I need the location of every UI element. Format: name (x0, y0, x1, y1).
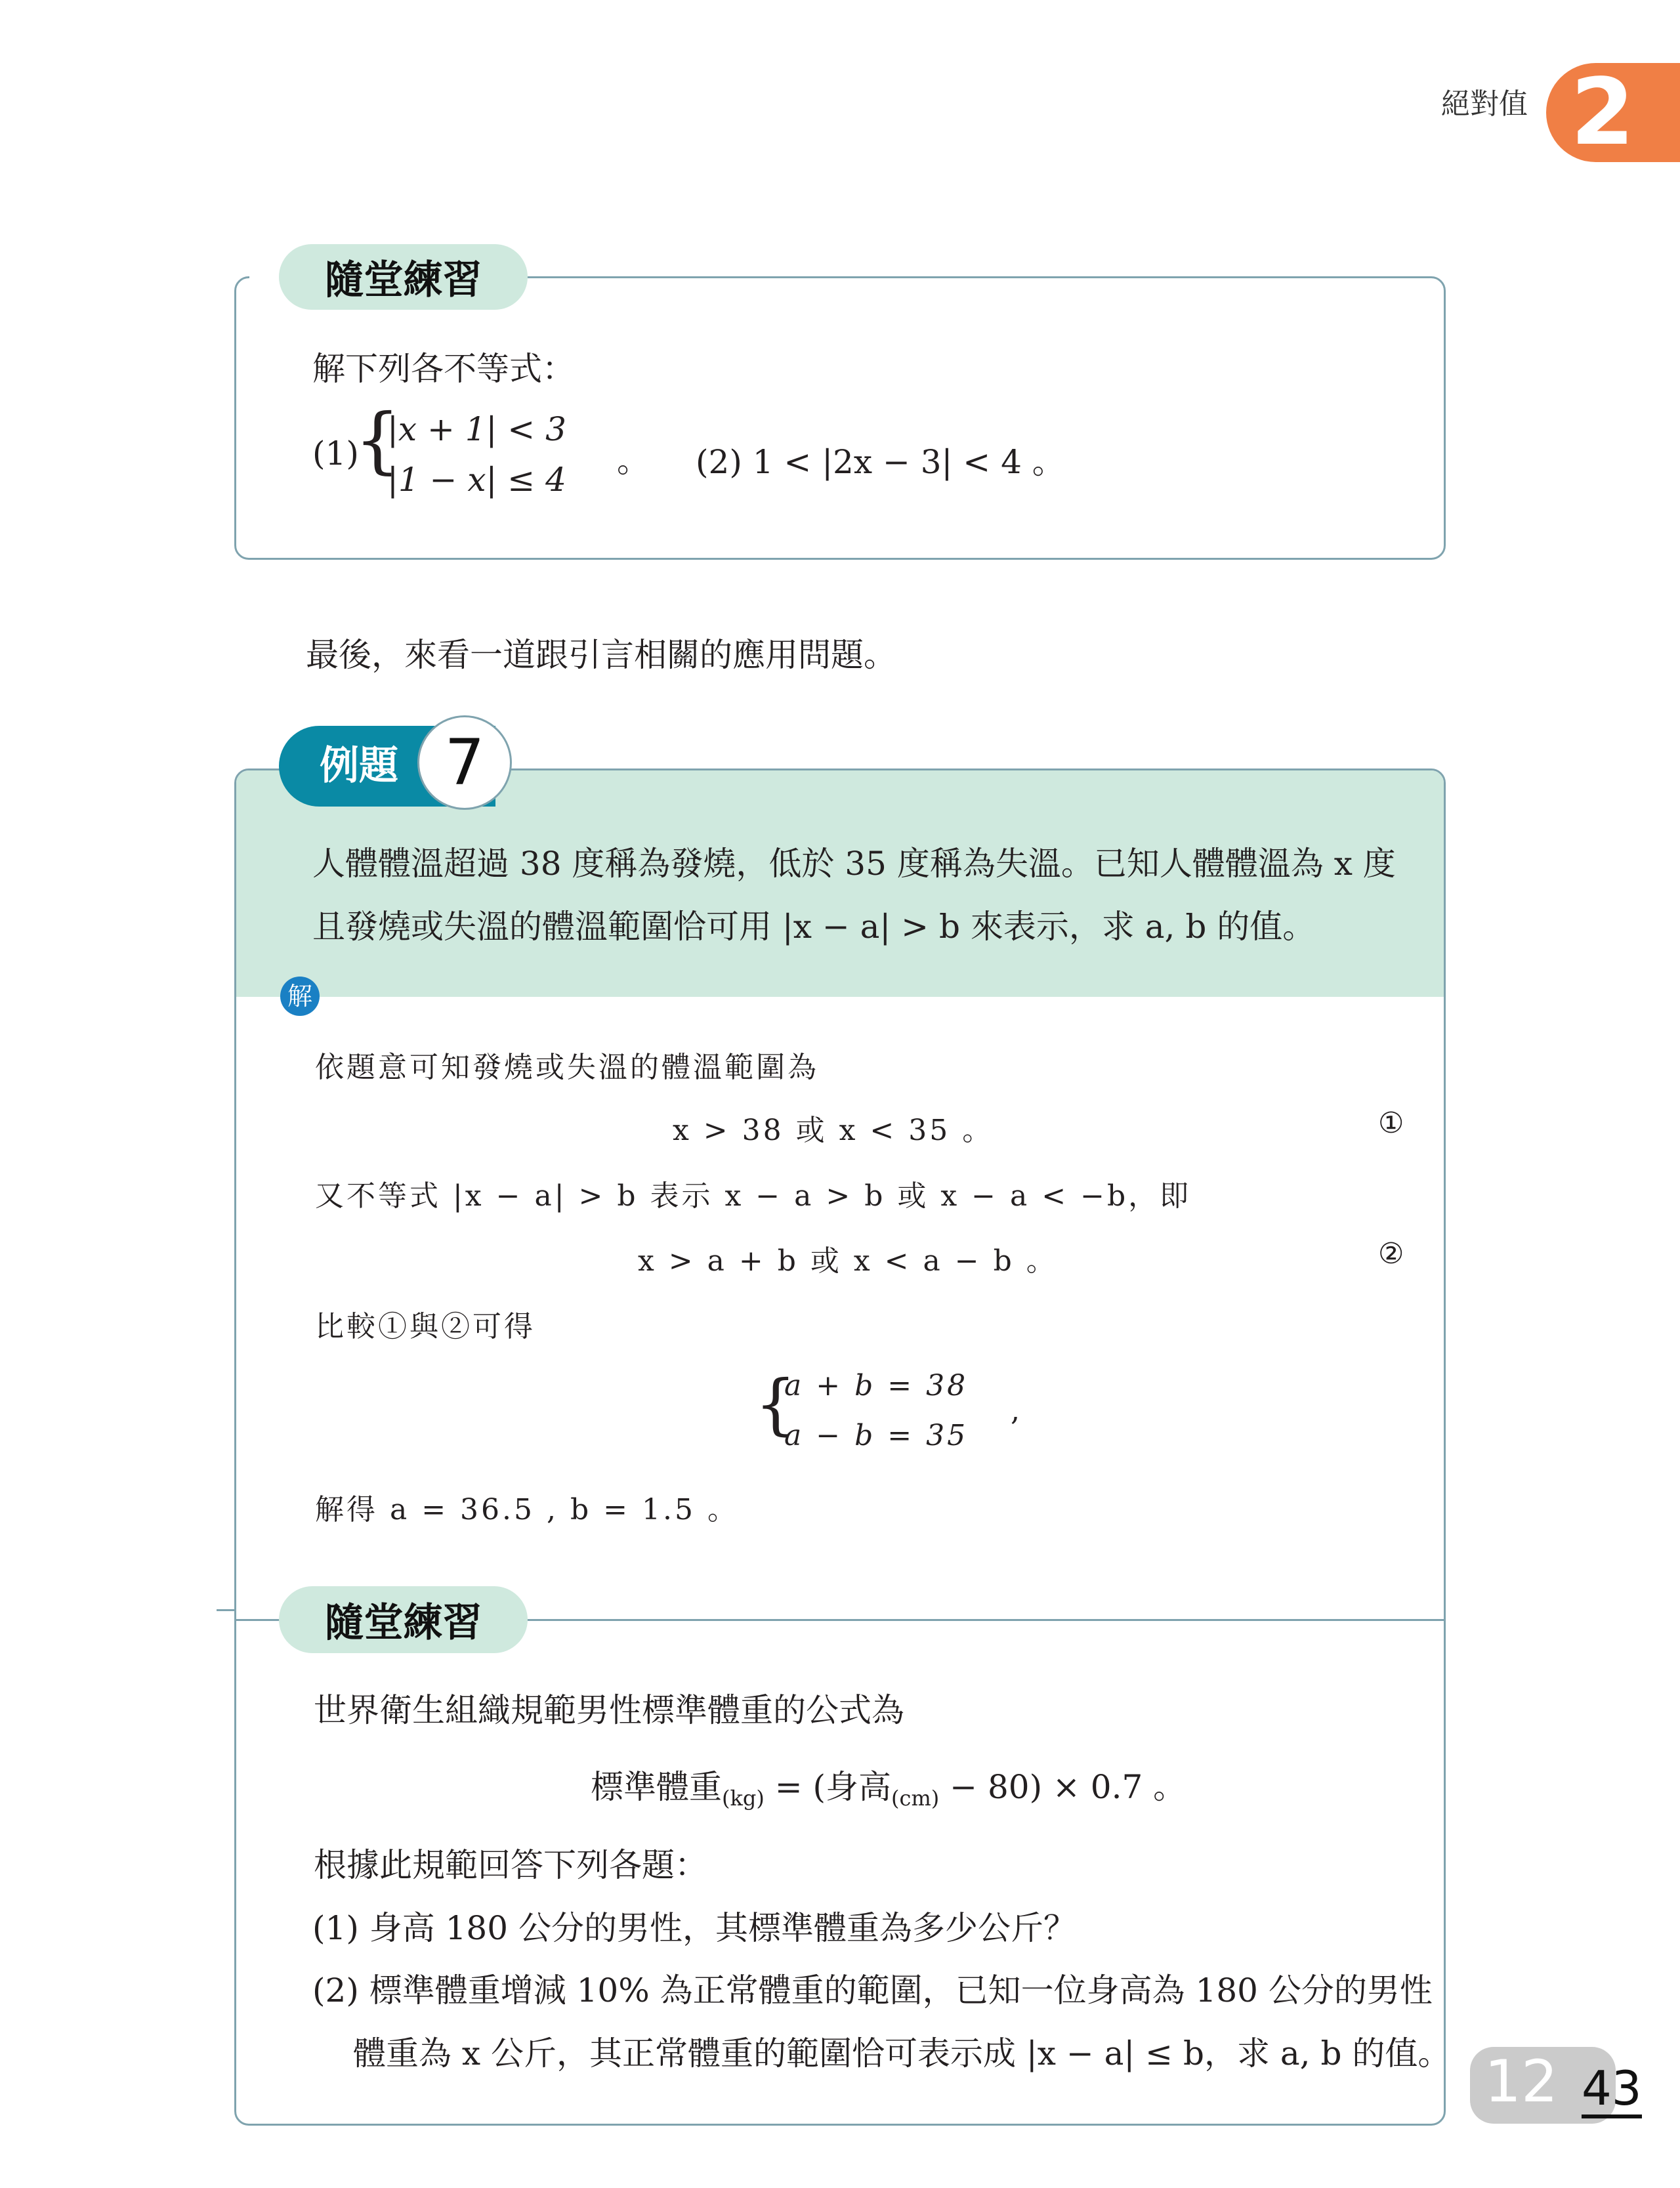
solution-line4: 解得 a = 36.5 , b = 1.5 。 (315, 1493, 739, 1526)
brace-icon: { (755, 1366, 797, 1442)
solution-eq1: x > 38 或 x < 35 。 (673, 1114, 994, 1147)
practice2-q1: (1) 身高 180 公分的男性，其標準體重為多少公斤？ (312, 1909, 1076, 1947)
practice2-line1: 世界衛生組織規範男性標準體重的公式為 (314, 1691, 904, 1729)
example-label: 例題 (279, 726, 495, 807)
solution-line1: 依題意可知發燒或失溫的體溫範圍為 (315, 1051, 819, 1084)
example-number: 7 (417, 715, 512, 810)
solution-line3: 比較①與②可得 (315, 1310, 536, 1343)
formula-sub-kg: (kg) (722, 1786, 765, 1811)
practice2-formula (591, 1761, 1186, 1811)
page-prev-number: 12 (1484, 2048, 1558, 2115)
solution-sys1: a + b = 38 (784, 1369, 969, 1402)
solution-sys-end: , (1011, 1394, 1022, 1427)
practice1-q1-end: 。 (617, 442, 650, 480)
practice-label-1: 隨堂練習 (279, 244, 528, 310)
chapter-number: 2 (1570, 59, 1635, 166)
practice1-q1-line2: |1 − x| ≤ 4 (387, 461, 566, 499)
practice1-q2: (2) 1 < |2x − 3| < 4 。 (696, 443, 1065, 481)
chapter-title: 絕對值 (1441, 87, 1528, 121)
formula-part-a: 標準體重 (591, 1768, 722, 1806)
solution-eq1-tag: ① (1378, 1106, 1407, 1140)
solution-badge: 解 (280, 977, 320, 1016)
practice2-line2: 根據此規範回答下列各題： (314, 1846, 707, 1884)
solution-eq2: x > a + b 或 x < a − b 。 (638, 1244, 1058, 1278)
intro-text: 最後，來看一道跟引言相關的應用問題。 (306, 636, 896, 674)
formula-part-c: − 80) × 0.7 。 (939, 1768, 1186, 1806)
example-problem-line1: 人體體溫超過 38 度稱為發燒，低於 35 度稱為失溫。已知人體體溫為 x 度 (312, 845, 1396, 883)
page-number: 43 (1582, 2062, 1642, 2118)
formula-sub-cm: (cm) (891, 1786, 940, 1811)
practice1-instruction: 解下列各不等式： (312, 350, 575, 388)
practice1-q1-line1: |x + 1| < 3 (387, 410, 566, 448)
solution-sys2: a − b = 35 (784, 1419, 969, 1452)
practice2-q2-line1: (2) 標準體重增減 10% 為正常體重的範圍，已知一位身高為 180 公分的男性 (312, 1971, 1433, 2009)
practice1-q1-label: (1) (312, 434, 359, 473)
solution-eq2-tag: ② (1378, 1237, 1407, 1271)
formula-part-b: = (身高 (764, 1768, 892, 1806)
example-problem-line2: 且發燒或失溫的體溫範圍恰可用 |x − a| > b 來表示，求 a, b 的值。 (312, 908, 1316, 946)
practice2-q2-line2: 體重為 x 公斤，其正常體重的範圍恰可表示成 |x − a| ≤ b，求 a, b 的值。 (353, 2034, 1451, 2072)
practice-label-2: 隨堂練習 (279, 1586, 528, 1653)
solution-line2: 又不等式 |x − a| > b 表示 x − a > b 或 x − a < −b，即 (315, 1179, 1192, 1213)
brace-icon: { (354, 398, 400, 482)
